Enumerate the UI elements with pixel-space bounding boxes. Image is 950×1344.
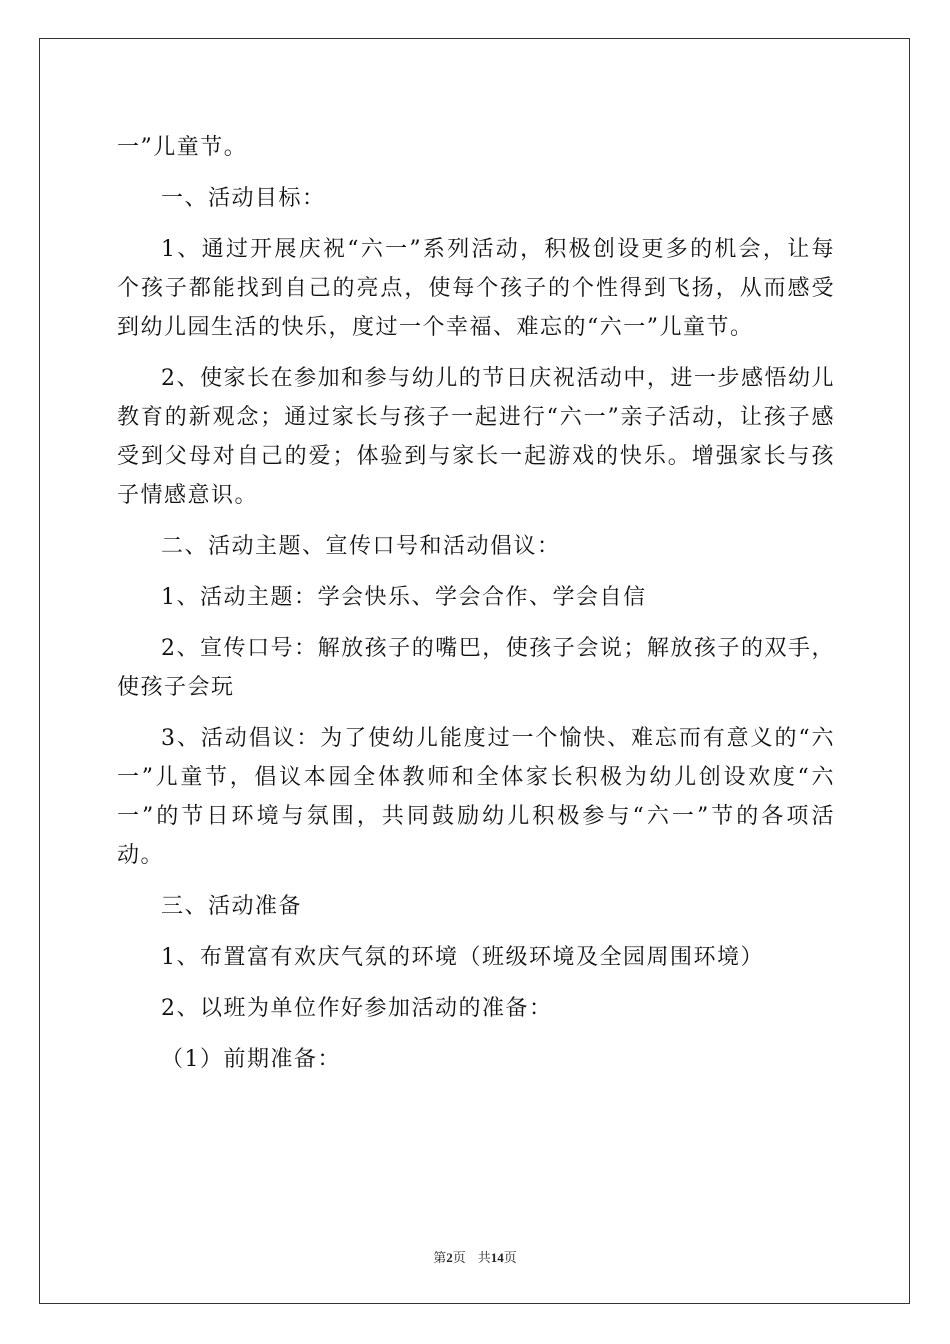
section-heading-theme: 二、活动主题、宣传口号和活动倡议： — [161, 534, 561, 559]
paragraph: 1、通过开展庆祝“六一”系列活动，积极创设更多的机会，让每个孩子都能找到自己的亮点，使每个孩子的个性得到飞扬，从而感受到幼儿园生活的快乐，度过一个幸福、难忘的“六一”儿童节。 — [117, 237, 835, 340]
paragraph: 1、活动主题：学会快乐、学会合作、学会自信 — [161, 585, 647, 610]
page-footer — [0, 1247, 950, 1266]
paragraph: 一”儿童节。 — [117, 135, 248, 160]
paragraph: 1、布置富有欢庆气氛的环境（班级环境及全园周围环境） — [161, 945, 764, 970]
section-heading-preparation: 三、活动准备 — [161, 894, 303, 919]
paragraph: 2、使家长在参加和参与幼儿的节日庆祝活动中，进一步感悟幼儿教育的新观念；通过家长与孩子一起进行“六一”亲子活动，让孩子感受到父母对自己的爱；体验到与家长一起游戏的快乐。增强家长与孩子情感意识。 — [117, 366, 835, 508]
total-pages: 14 — [490, 1250, 504, 1265]
page-prefix: 第 — [433, 1250, 447, 1265]
section-heading-goals: 一、活动目标： — [161, 186, 326, 211]
paragraph: 2、以班为单位作好参加活动的准备： — [161, 996, 553, 1021]
total-prefix: 共 — [477, 1250, 491, 1265]
total-suffix: 页 — [503, 1250, 517, 1265]
paragraph: 2、宣传口号：解放孩子的嘴巴，使孩子会说；解放孩子的双手，使孩子会玩 — [117, 636, 835, 700]
paragraph: （1）前期准备： — [161, 1047, 341, 1072]
page-number: 2 — [446, 1250, 453, 1265]
document-body — [117, 128, 835, 1091]
paragraph: 3、活动倡议：为了使幼儿能度过一个愉快、难忘而有意义的“六一”儿童节，倡议本园全体教师和全体家长积极为幼儿创设欢度“六一”的节日环境与氛围，共同鼓励幼儿积极参与“六一”节的各项活动。 — [117, 726, 835, 868]
page-suffix: 页 — [452, 1250, 466, 1265]
